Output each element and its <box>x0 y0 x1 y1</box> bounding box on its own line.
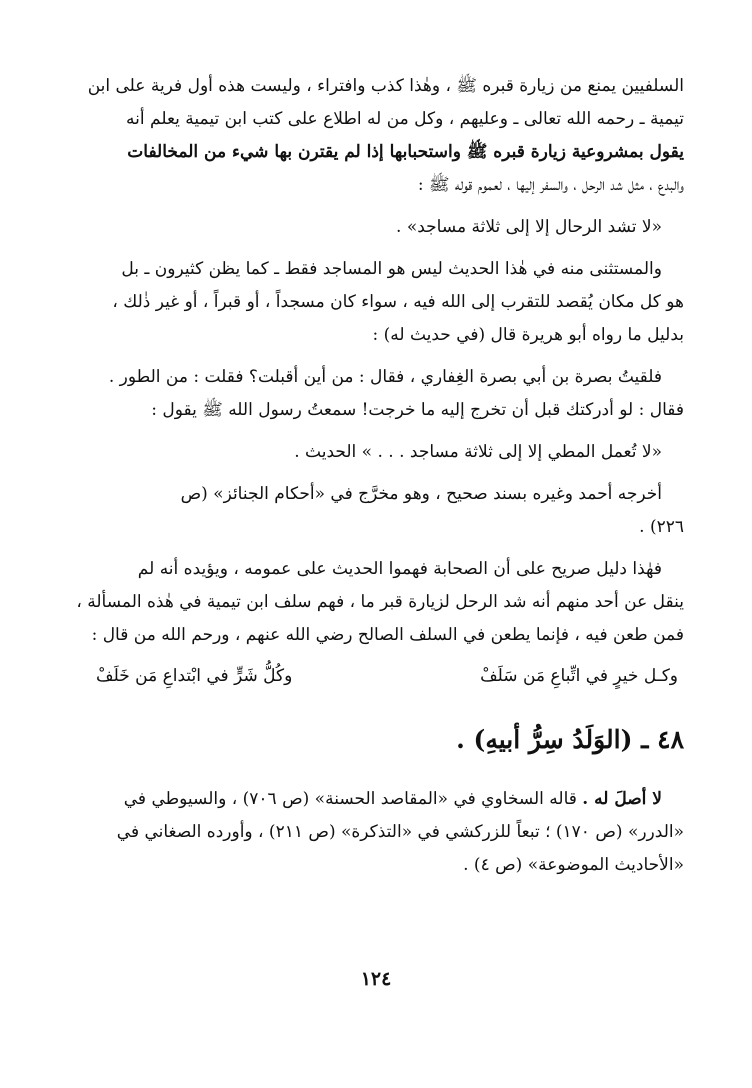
text-line: السلفيين يمنع من زيارة قبره ﷺ ، وهٰذا كذب وافتراء ، وليست هذه أول فرية على ابن <box>87 76 684 96</box>
text-line: فمن طعن فيه ، فإنما يطعن في السلف الصالح رضي الله عنهم ، ورحم الله من قال : <box>91 625 684 645</box>
text-line: «الدرر» (ص ١٧٠) ؛ تبعاً للزركشي في «التذكرة» (ص ٢١١) ، وأورده الصغاني في <box>116 822 684 842</box>
verdict-bold: لا أصلَ له . <box>582 789 662 809</box>
text-line: فقال : لو أدركتك قبل أن تخرج إليه ما خرجت! سمعتُ رسول الله ﷺ يقول : <box>151 400 684 420</box>
paragraph-3 <box>66 361 684 427</box>
text-line: تيمية ـ رحمه الله تعالى ـ وعليهم ، وكل من له اطلاع على كتب ابن تيمية يعلم أنه <box>126 109 684 129</box>
text-line: أخرجه أحمد وغيره بسند صحيح ، وهو مخرَّج في «أحكام الجنائز» (ص <box>180 484 662 504</box>
paragraph-1 <box>66 70 684 202</box>
page-number: ١٢٤ <box>360 968 392 990</box>
section-heading: ٤٨ ـ (الوَلَدُ سِرُّ أبيهِ) . <box>456 725 684 754</box>
text-line: ينقل عن أحد منهم أنه شد الرحل لزيارة قبر ما ، فهم سلف ابن تيمية في هٰذه المسألة ، <box>76 592 684 612</box>
text-line: «لا تُعمل المطي إلا إلى ثلاثة مساجد . . . » الحديث . <box>294 442 662 462</box>
text-line: بدليل ما رواه أبو هريرة قال (في حديث له) : <box>372 325 684 345</box>
text-line: ٢٢٦) . <box>639 517 684 537</box>
paragraph-4 <box>66 478 684 544</box>
paragraph-2 <box>66 253 684 352</box>
text-line: هو كل مكان يُقصد للتقرب إلى الله فيه ، سواء كان مسجداً ، أو قبراً ، أو غير ذٰلك ، <box>112 292 684 312</box>
text-line <box>66 783 684 816</box>
text-line: «لا تشد الرحال إلا إلى ثلاثة مساجد» . <box>396 217 662 237</box>
text-line: فهٰذا دليل صريح على أن الصحابة فهموا الحديث على عمومه ، ويؤيده أنه لم <box>137 559 662 579</box>
poem-hemistich-second: وكُلُّ شَرٍّ في ابْتداعِ مَن خَلَفْ <box>96 666 293 686</box>
hadith-quote-1 <box>66 211 684 244</box>
paragraph-5 <box>66 553 684 652</box>
text-line: والبدع ، مثل شد الرحل ، والسفر إليها ، لعموم قوله ﷺ : <box>417 175 684 195</box>
text-fragment: قاله السخاوي في «المقاصد الحسنة» (ص ٧٠٦) ، والسيوطي في <box>123 789 583 809</box>
hadith-quote-2 <box>66 436 684 469</box>
text-line-bold: يقول بمشروعية زيارة قبره ﷺ واستحبابها إذا لم يقترن بها شيء من المخالفات <box>127 142 684 162</box>
poem-hemistich-first: وكـل خيرٍ في اتِّباعِ مَن سَلَفْ <box>480 666 678 686</box>
text-line: «الأحاديث الموضوعة» (ص ٤) . <box>463 855 684 875</box>
page-body <box>66 70 684 882</box>
text-line: والمستثنى منه في هٰذا الحديث ليس هو المساجد فقط ـ كما يظن كثيرون ـ بل <box>121 259 662 279</box>
text-line: فلقيتُ بصرة بن أبي بصرة الغِفاري ، فقال : من أين أقبلت؟ فقلت : من الطور . <box>108 367 662 387</box>
paragraph-6 <box>66 783 684 882</box>
poem-verse <box>66 660 684 693</box>
